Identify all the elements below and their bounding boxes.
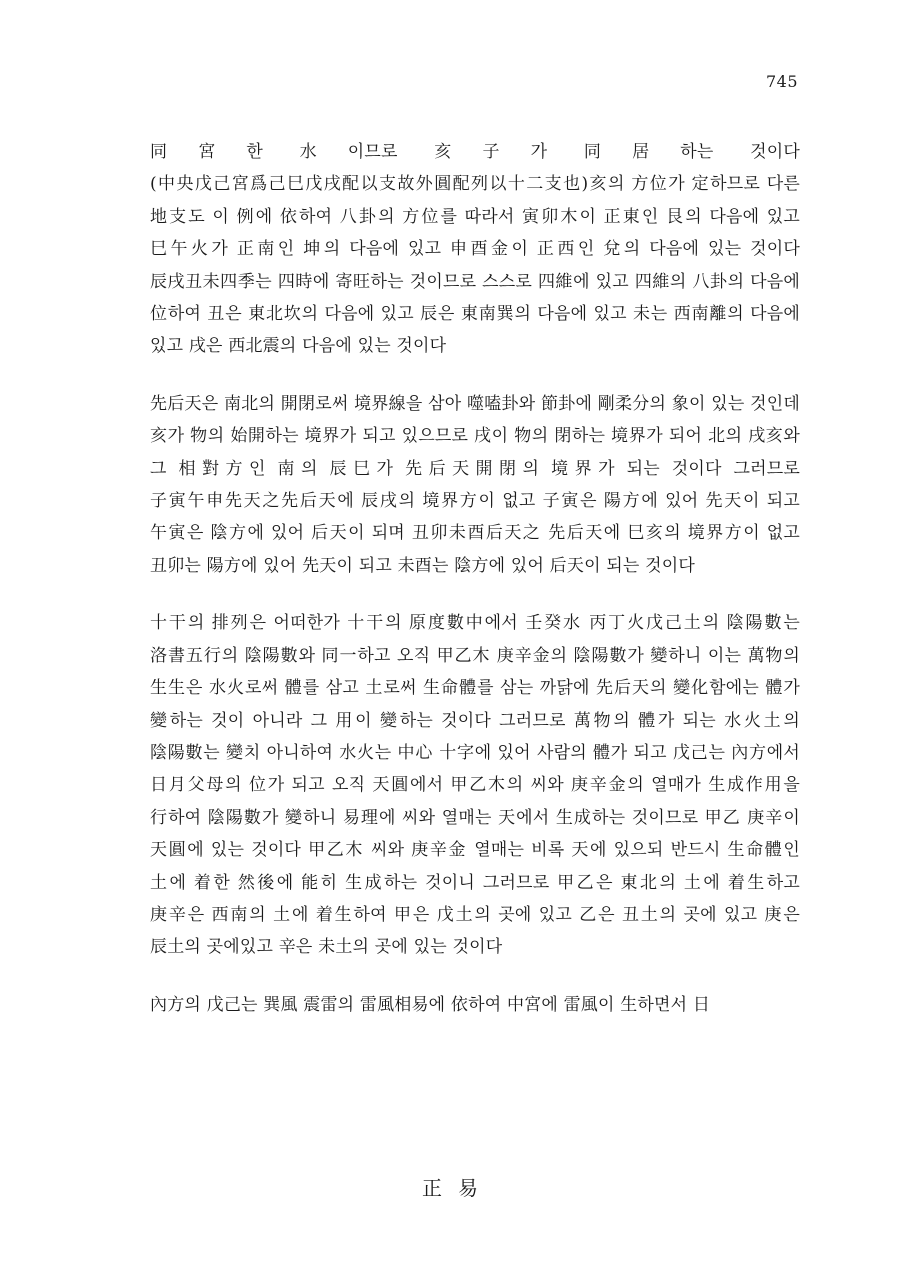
- footer-title: 正易: [422, 1176, 494, 1200]
- paragraph-1: 同宮한 水이므로 亥子가 同居하는 것이다(中央戊己宮爲己巳戊戌配以支故外圓配列以十二支也)亥의 方位가 定하므로 다른 地支도 이 例에 依하여 八卦의 方位를 따라서 寅卯木이 正東인 艮의 다음에 있고 巳午火가 正南인 坤의 다음에 있고 申酉金이 正西인 兌의 다음에 있는 것이다 辰戌丑未四季는 四時에 寄旺하는 것이므로 스스로 四維에 있고 四維의 八卦의 다음에 位하여 丑은 東北坎의 다음에 있고 辰은 東南巽의 다음에 있고 未는 西南離의 다음에 있고 戌은 西北震의 다음에 있는 것이다: [150, 142, 800, 357]
- paragraph-3: 十干의 排列은 어떠한가 十干의 原度數中에서 壬癸水 丙丁火戊己土의 陰陽數는 洛書五行의 陰陽數와 同一하고 오직 甲乙木 庚辛金의 陰陽數가 變하니 이는 萬物의 生生은 水火로써 體를 삼고 土로써 生命體를 삼는 까닭에 先后天의 變化함에는 體가 變하는 것이 아니라 그 用이 變하는 것이다 그러므로 萬物의 體가 되는 水火土의 陰陽數는 變치 아니하여 水火는 中心 十字에 있어 사람의 體가 되고 戊己는 內方에서 日月父母의 位가 되고 오직 天圓에서 甲乙木의 씨와 庚辛金의 열매가 生成作用을 行하여 陰陽數가 變하니 易理에 씨와 열매는 天에서 生成하는 것이므로 甲乙 庚辛이 天圓에 있는 것이다 甲乙木 씨와 庚辛金 열매는 비록 天에 있으되 반드시 生命體인 土에 着한 然後에 能히 生成하는 것이니 그러므로 甲乙은 東北의 土에 着生하고 庚辛은 西南의 土에 着生하여 甲은 戊土의 곳에 있고 乙은 丑土의 곳에 있고 庚은 辰土의 곳에있고 辛은 未土의 곳에 있는 것이다: [150, 613, 800, 958]
- body-text: [150, 136, 800, 1046]
- paragraph-4: 內方의 戊己는 巽風 震雷의 雷風相易에 依하여 中宮에 雷風이 生하면서 日: [150, 994, 711, 1015]
- paragraph-2: 先后天은 南北의 開閉로써 境界線을 삼아 噬嗑卦와 節卦에 剛柔分의 象이 있는 것인데 亥가 物의 始開하는 境界가 되고 있으므로 戌이 物의 閉하는 境界가 되어 北의 戌亥와 그 相對方인 南의 辰巳가 先后天開閉의 境界가 되는 것이다 그러므로 子寅午申先天之先后天에 辰戌의 境界方이 없고 子寅은 陽方에 있어 先天이 되고 午寅은 陰方에 있어 后天이 되며 丑卯未酉后天之 先后天에 巳亥의 境界方이 없고 丑卯는 陽方에 있어 先天이 되고 未酉는 陰方에 있어 后天이 되는 것이다: [150, 393, 800, 576]
- page-number: 745: [765, 72, 798, 91]
